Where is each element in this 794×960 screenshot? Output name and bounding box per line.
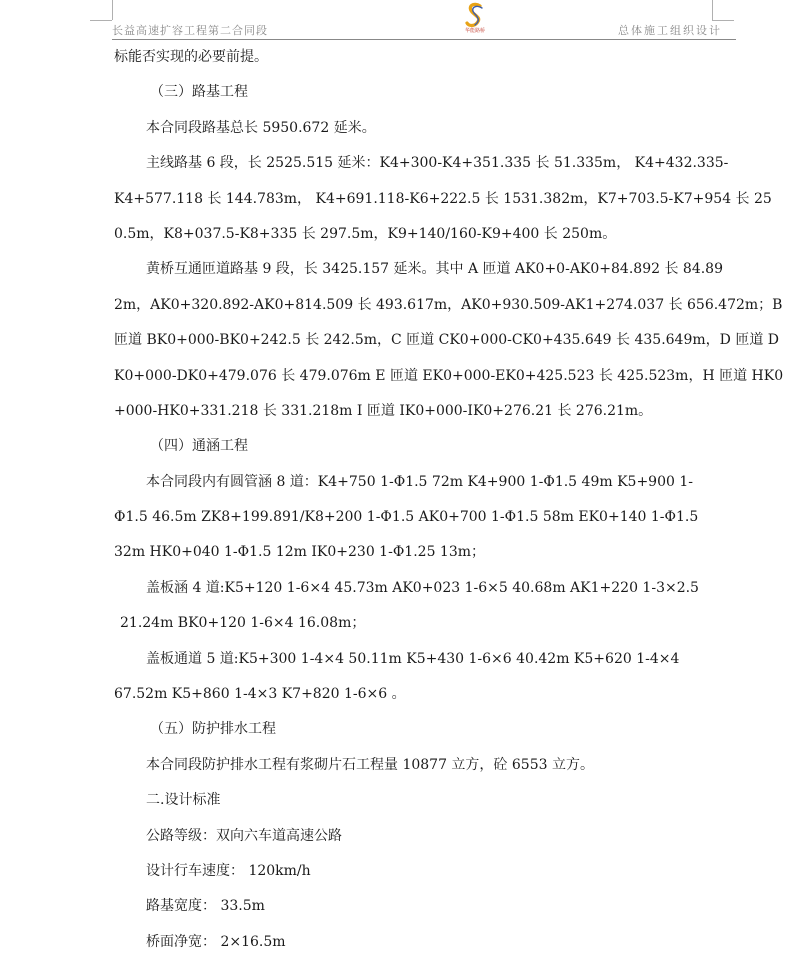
text-line: 主线路基 6 段，长 2525.515 延米：K4+300-K4+351.335 长 51.335m， K4+432.335- — [146, 155, 729, 172]
document-body — [114, 40, 784, 960]
text-line: 67.52m K5+860 1-4×3 K7+820 1-6×6 。 — [114, 686, 406, 703]
text-line: 桥面净宽： 2×16.5m — [146, 933, 286, 950]
text-line: 盖板通道 5 道:K5+300 1-4×4 50.11m K5+430 1-6×6 40.42m K5+620 1-4×4 — [146, 650, 680, 667]
text-line: K0+000-DK0+479.076 长 479.076m E 匝道 EK0+000-EK0+425.523 长 425.523m，H 匝道 HK0 — [114, 367, 784, 384]
page-header — [112, 0, 736, 40]
section-heading: （四）通涵工程 — [150, 438, 248, 455]
section-heading: 二.设计标准 — [146, 792, 221, 809]
text-line: 公路等级：双向六车道高速公路 — [146, 827, 342, 844]
text-line: 盖板涵 4 道:K5+120 1-6×4 45.73m AK0+023 1-6×5 40.68m AK1+220 1-3×2.5 — [146, 579, 699, 596]
text-line: 黄桥互通匝道路基 9 段，长 3425.157 延米。其中 A 匝道 AK0+0-AK0+84.892 长 84.89 — [146, 261, 723, 278]
section-heading: （五）防护排水工程 — [150, 721, 276, 738]
text-line: 0.5m，K8+037.5-K8+335 长 297.5m，K9+140/160-K9+400 长 250m。 — [114, 225, 617, 242]
logo-caption: 华能路桥 — [464, 28, 485, 34]
text-line: 本合同段内有圆管涵 8 道：K4+750 1-Φ1.5 72m K4+900 1-Φ1.5 49m K5+900 1- — [146, 473, 693, 490]
text-line: 路基宽度： 33.5m — [146, 898, 265, 915]
company-logo — [460, 2, 490, 38]
header-project-title: 长益高速扩容工程第二合同段 — [112, 24, 268, 37]
text-line: 2m，AK0+320.892-AK0+814.509 长 493.617m，AK0+930.509-AK1+274.037 长 656.472m；B — [114, 296, 783, 313]
text-line: 标能否实现的必要前提。 — [114, 49, 268, 65]
text-line: 本合同段防护排水工程有浆砌片石工程量 10877 立方，砼 6553 立方。 — [146, 756, 594, 773]
section-heading: （三）路基工程 — [150, 84, 248, 101]
text-line: K4+577.118 长 144.783m， K4+691.118-K6+222.5 长 1531.382m，K7+703.5-K7+954 长 25 — [114, 190, 772, 207]
text-line: +000-HK0+331.218 长 331.218m I 匝道 IK0+000-IK0+276.21 长 276.21m。 — [114, 402, 653, 419]
text-line: Φ1.5 46.5m ZK8+199.891/K8+200 1-Φ1.5 AK0+700 1-Φ1.5 58m EK0+140 1-Φ1.5 — [114, 509, 699, 526]
text-line: 设计行车速度： 120km/h — [146, 862, 311, 879]
text-line: 匝道 BK0+000-BK0+242.5 长 242.5m，C 匝道 CK0+000-CK0+435.649 长 435.649m，D 匝道 D — [114, 332, 779, 349]
header-document-title: 总体施工组织设计 — [618, 24, 722, 37]
text-line: 本合同段路基总长 5950.672 延米。 — [146, 119, 376, 136]
text-line: 32m HK0+040 1-Φ1.5 12m IK0+230 1-Φ1.25 13m； — [114, 544, 486, 561]
text-line: 21.24m BK0+120 1-6×4 16.08m； — [120, 615, 366, 632]
crop-mark — [90, 20, 112, 21]
company-logo-icon — [464, 2, 486, 28]
